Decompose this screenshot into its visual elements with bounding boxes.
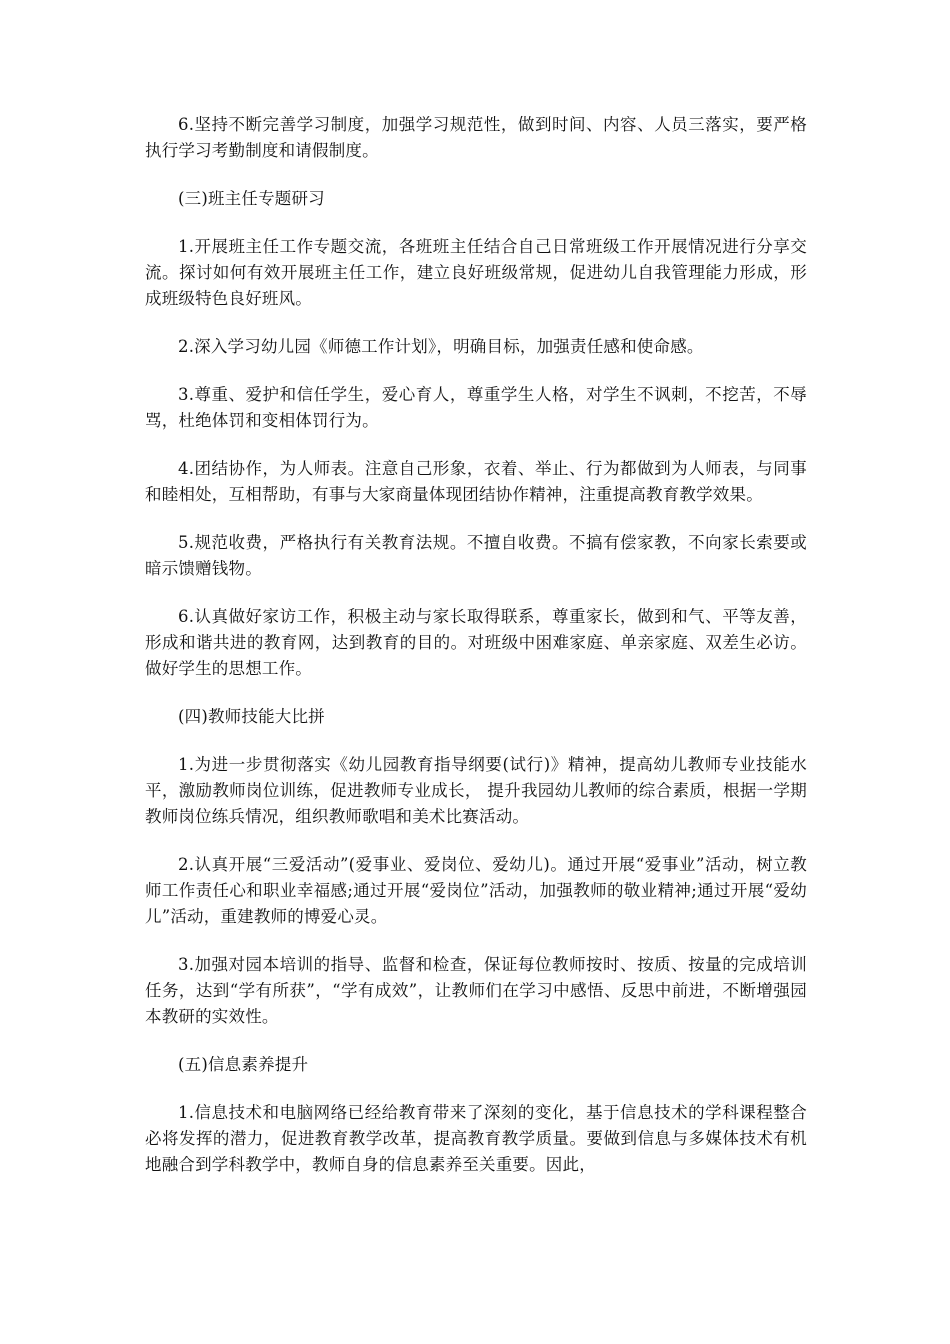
paragraph-headteacher-exchange: 1.开展班主任工作专题交流，各班班主任结合自己日常班级工作开展情况进行分享交流。探讨如何有效开展班主任工作，建立良好班级常规，促进幼儿自我管理能力形成，形成班级特色良好班风。 bbox=[145, 237, 807, 308]
section-heading-headteacher: (三)班主任专题研习 bbox=[178, 189, 325, 208]
paragraph-training-supervision: 3.加强对园本培训的指导、监督和检查，保证每位教师按时、按质、按量的完成培训任务，达到“学有所获”，“学有成效”，让教师们在学习中感悟、反思中前进，不断增强园本教研的实效性。 bbox=[145, 955, 807, 1026]
document-body bbox=[145, 112, 807, 1200]
section-heading-info-literacy: (五)信息素养提升 bbox=[178, 1055, 309, 1074]
paragraph-teamwork: 4.团结协作，为人师表。注意自己形象，衣着、举止、行为都做到为人师表，与同事和睦相处，互相帮助，有事与大家商量体现团结协作精神，注重提高教育教学效果。 bbox=[145, 459, 807, 504]
section-heading-skills-contest: (四)教师技能大比拼 bbox=[178, 707, 325, 726]
paragraph-fees: 5.规范收费，严格执行有关教育法规。不擅自收费。不搞有偿家教，不向家长索要或暗示馈赠钱物。 bbox=[145, 533, 807, 578]
paragraph-info-technology: 1.信息技术和电脑网络已经给教育带来了深刻的变化，基于信息技术的学科课程整合必将发挥的潜力，促进教育教学改革，提高教育教学质量。要做到信息与多媒体技术有机地融合到学科教学中，教师自身的信息素养至关重要。因此， bbox=[145, 1103, 807, 1174]
paragraph-respect-students: 3.尊重、爱护和信任学生，爱心育人，尊重学生人格，对学生不讽刺，不挖苦，不辱骂，杜绝体罚和变相体罚行为。 bbox=[145, 385, 807, 430]
paragraph-home-visits: 6.认真做好家访工作，积极主动与家长取得联系，尊重家长，做到和气、平等友善，形成和谐共进的教育网，达到教育的目的。对班级中困难家庭、单亲家庭、双差生必访。做好学生的思想工作。 bbox=[145, 607, 807, 678]
paragraph-ethics-plan: 2.深入学习幼儿园《师德工作计划》，明确目标，加强责任感和使命感。 bbox=[178, 337, 704, 356]
paragraph-guideline-contest: 1.为进一步贯彻落实《幼儿园教育指导纲要(试行)》精神，提高幼儿教师专业技能水平，激励教师岗位训练，促进教师专业成长， 提升我园幼儿教师的综合素质，根据一学期教师岗位练兵情况，组织教师歌唱和美术比赛活动。 bbox=[145, 755, 807, 826]
paragraph-study-system: 6.坚持不断完善学习制度，加强学习规范性，做到时间、内容、人员三落实，要严格执行学习考勤制度和请假制度。 bbox=[145, 115, 807, 160]
paragraph-three-loves: 2.认真开展“三爱活动”(爱事业、爱岗位、爱幼儿)。通过开展“爱事业”活动，树立教师工作责任心和职业幸福感;通过开展“爱岗位”活动，加强教师的敬业精神;通过开展“爱幼儿”活动，重建教师的博爱心灵。 bbox=[145, 855, 807, 926]
